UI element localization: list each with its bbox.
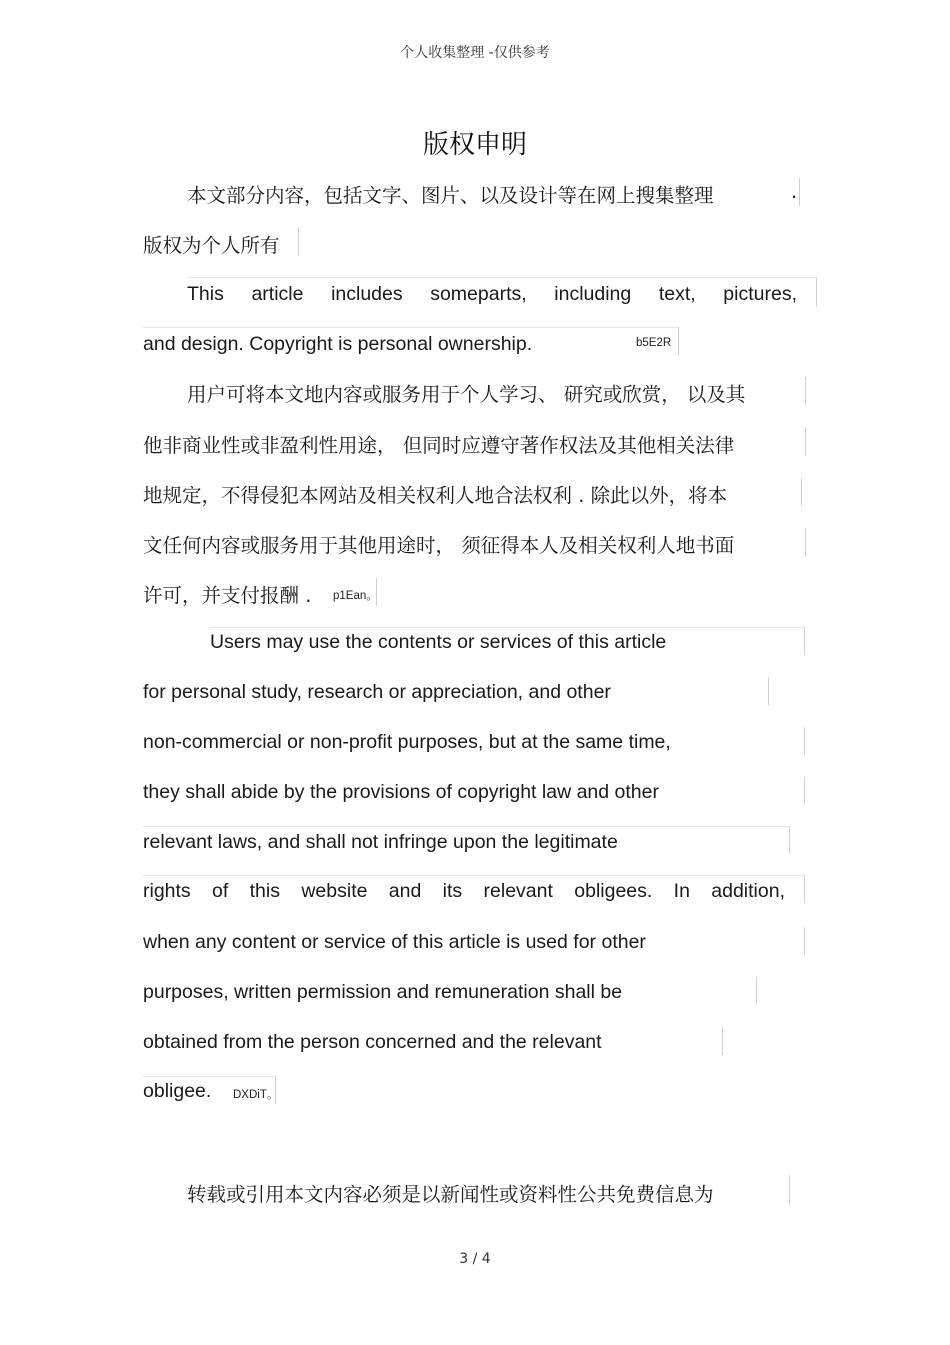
en-para1-line2: and design. Copyright is personal ownership. [143,333,533,355]
en-para2-line4: they shall abide by the provisions of copyright law and other [143,781,659,803]
zh-para2-line4: 文任何内容或服务用于其他用途时， 须征得本人及相关权利人地书面 [143,534,735,557]
text-box-border [804,777,805,805]
zh-para2-line3: 地规定，不得侵犯本网站及相关权利人地合法权利 . 除此以外，将本 [143,484,728,507]
text-box-border [804,927,805,955]
watermark-code: b5E2R [636,337,672,349]
zh-para2-line2: 他非商业性或非盈利性用途， 但同时应遵守著作权法及其他相关法律 [143,434,735,457]
en-para2-line10: obligee. [143,1080,212,1102]
text-box-border [805,377,806,405]
text-box-border [298,228,299,256]
text-box-border [804,727,805,755]
en-para2-line8: purposes, written permission and remuneration shall be [143,981,623,1003]
text-box-border [210,627,805,628]
zh-para1-line1: 本文部分内容，包括文字、图片、以及设计等在网上搜集整理 [187,184,714,207]
zh-para2-line1: 用户可将本文地内容或服务用于个人学习、 研究或欣赏， 以及其 [187,383,746,406]
text-box-border [789,826,790,854]
text-box-border [756,977,757,1005]
text-box-border [143,875,805,876]
text-box-border [678,327,679,355]
text-box-border [805,528,806,556]
en-para2-line3: non-commercial or non-profit purposes, but at the same time, [143,731,671,753]
text-box-border [376,578,377,606]
zh-para1-line2: 版权为个人所有 [143,234,280,257]
text-box-border [143,327,679,328]
text-box-border [816,277,817,307]
en-para2-line9: obtained from the person concerned and the relevant [143,1031,602,1053]
page-header: 个人收集整理 -仅供参考 [400,45,550,61]
text-box-border [805,428,806,456]
watermark-code: DXDiT。 [233,1089,279,1101]
page-number: 3 / 4 [459,1251,491,1267]
watermark-code: p1Ean。 [333,590,378,602]
page-title: 版权申明 [422,130,527,160]
text-box-border [143,826,790,827]
text-box-border [789,1175,790,1205]
zh-para2-line5: 许可，并支付报酬 . [143,584,312,607]
text-box-border [768,677,769,705]
en-para2-line6: rights of this website and its relevant obligees. In addition, [143,880,785,902]
text-box-border [187,277,817,278]
text-box-border [801,478,802,506]
text-box-border [804,627,805,655]
en-para2-line5: relevant laws, and shall not infringe upon the legitimate [143,831,618,853]
zh-para1-line1-end: . [791,180,798,203]
zh-para3-line1: 转载或引用本文内容必须是以新闻性或资料性公共免费信息为 [187,1183,714,1206]
text-box-border [275,1076,276,1104]
text-box-border [143,1076,275,1077]
text-box-border [722,1027,723,1055]
en-para1-line1: This article includes someparts, including text, pictures, [187,283,797,305]
en-para2-line7: when any content or service of this article is used for other [143,931,646,953]
en-para2-line2: for personal study, research or appreciation, and other [143,681,611,703]
text-box-border [799,178,800,206]
en-para2-line1: Users may use the contents or services of this article [210,631,667,653]
text-box-border [804,875,805,903]
